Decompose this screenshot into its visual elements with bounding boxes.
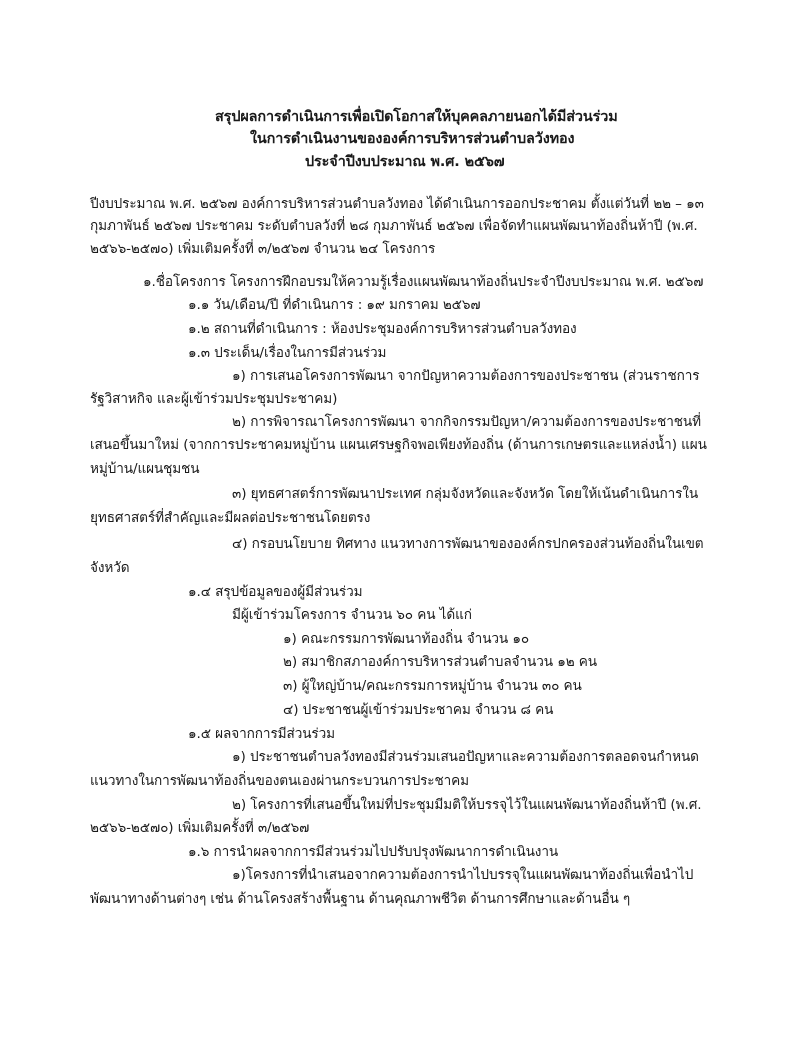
section-1-3-item-3a: ๓) ยุทธศาสตร์การพัฒนาประเทศ กลุ่มจังหวัดและจังหวัด โดยให้เน้นดำเนินการใน: [232, 486, 699, 502]
section-1-5-item-2a: ๒) โครงการที่เสนอขึ้นใหม่ที่ประชุมมีมติให้บรรจุไว้ในแผนพัฒนาท้องถิ่นห้าปี (พ.ศ.: [232, 797, 702, 813]
section-1-3-item-2a: ๒) การพิจารณาโครงการพัฒนา จากกิจกรรมปัญหา/ความต้องการของประชาชนที่: [232, 414, 701, 430]
section-1-4-total: มีผู้เข้าร่วมโครงการ จำนวน ๖๐ คน ได้แก่: [232, 607, 472, 623]
section-1-2: ๑.๒ สถานที่ดำเนินการ : ห้องประชุมองค์การบริหารส่วนตำบลวังทอง: [188, 321, 577, 337]
section-1-3-item-1a: ๑) การเสนอโครงการพัฒนา จากปัญหาความต้องการของประชาชน (ส่วนราชการ: [232, 368, 700, 384]
section-1-5-item-1a: ๑) ประชาชนตำบลวังทองมีส่วนร่วมเสนอปัญหาและความต้องการตลอดจนกำหนด: [232, 749, 699, 765]
project-name: ๑.ชื่อโครงการ โครงการฝึกอบรมให้ความรู้เรื่องแผนพัฒนาท้องถิ่นประจำปีงบประมาณ พ.ศ. ๒๕๖๗: [143, 274, 704, 290]
doc-title-line-2: ในการดำเนินงานขององค์การบริหารส่วนตำบลวังทอง: [250, 131, 575, 147]
intro-line-1: ปีงบประมาณ พ.ศ. ๒๕๖๗ องค์การบริหารส่วนตำบลวังทอง ได้ดำเนินการออกประชาคม ตั้งแต่วันที่ ๒๒ – ๑๓: [90, 196, 704, 212]
section-1-6: ๑.๖ การนำผลจากการมีส่วนร่วมไปปรับปรุงพัฒนาการดำเนินงาน: [188, 844, 559, 860]
participant-item-2: ๒) สมาชิกสภาองค์การบริหารส่วนตำบลจำนวน ๑๒ คน: [283, 654, 597, 670]
section-1-3-item-1b: รัฐวิสาหกิจ และผู้เข้าร่วมประชุมประชาคม): [90, 391, 338, 407]
section-1-6-item-1a: ๑)โครงการที่นำเสนอจากความต้องการนำไปบรรจุในแผนพัฒนาท้องถิ่นเพื่อนำไป: [232, 867, 694, 883]
participant-item-4: ๔) ประชาชนผู้เข้าร่วมประชาคม จำนวน ๘ คน: [283, 702, 554, 718]
section-1-4: ๑.๔ สรุปข้อมูลของผู้มีส่วนร่วม: [188, 584, 363, 600]
doc-title-line-1: สรุปผลการดำเนินการเพื่อเปิดโอกาสให้บุคคลภายนอกได้มีส่วนร่วม: [215, 109, 618, 125]
section-1-3: ๑.๓ ประเด็น/เรื่องในการมีส่วนร่วม: [188, 345, 387, 361]
section-1-3-item-4a: ๔) กรอบนโยบาย ทิศทาง แนวทางการพัฒนาขององค์กรปกครองส่วนท้องถิ่นในเขต: [232, 536, 704, 552]
section-1-5: ๑.๕ ผลจากการมีส่วนร่วม: [188, 726, 336, 742]
section-1-3-item-2b: เสนอขึ้นมาใหม่ (จากการประชาคมหมู่บ้าน แผนเศรษฐกิจพอเพียงท้องถิ่น (ด้านการเกษตรและแหล่งน้ำ) แผน: [90, 437, 707, 453]
section-1-6-item-1b: พัฒนาทางด้านต่างๆ เช่น ด้านโครงสร้างพื้นฐาน ด้านคุณภาพชีวิต ด้านการศึกษาและด้านอื่น ๆ: [90, 891, 631, 907]
intro-line-3: ๒๕๖๖-๒๕๗๐) เพิ่มเติมครั้งที่ ๓/๒๕๖๗ จำนวน ๒๔ โครงการ: [90, 241, 436, 257]
participant-item-1: ๑) คณะกรรมการพัฒนาท้องถิ่น จำนวน ๑๐: [283, 631, 530, 647]
section-1-1: ๑.๑ วัน/เดือน/ปี ที่ดำเนินการ : ๑๙ มกราคม ๒๕๖๗: [188, 297, 481, 313]
doc-title-line-3: ประจำปีงบประมาณ พ.ศ. ๒๕๖๗: [305, 154, 505, 170]
section-1-3-item-3b: ยุทธศาสตร์ที่สำคัญและมีผลต่อประชาชนโดยตรง: [90, 510, 371, 526]
participant-item-3: ๓) ผู้ใหญ่บ้าน/คณะกรรมการหมู่บ้าน จำนวน ๓๐ คน: [283, 678, 582, 694]
section-1-5-item-2b: ๒๕๖๖-๒๕๗๐) เพิ่มเติมครั้งที่ ๓/๒๕๖๗: [90, 820, 310, 836]
intro-line-2: กุมภาพันธ์ ๒๕๖๗ ประชาคม ระดับตำบลวังที่ ๒๘ กุมภาพันธ์ ๒๕๖๗ เพื่อจัดทำแผนพัฒนาท้องถิ่นห้าปี (พ.ศ.: [90, 218, 698, 234]
section-1-3-item-4b: จังหวัด: [90, 560, 130, 576]
section-1-3-item-2c: หมู่บ้าน/แผนชุมชน: [90, 461, 200, 477]
section-1-5-item-1b: แนวทางในการพัฒนาท้องถิ่นของตนเองผ่านกระบวนการประชาคม: [90, 773, 470, 789]
